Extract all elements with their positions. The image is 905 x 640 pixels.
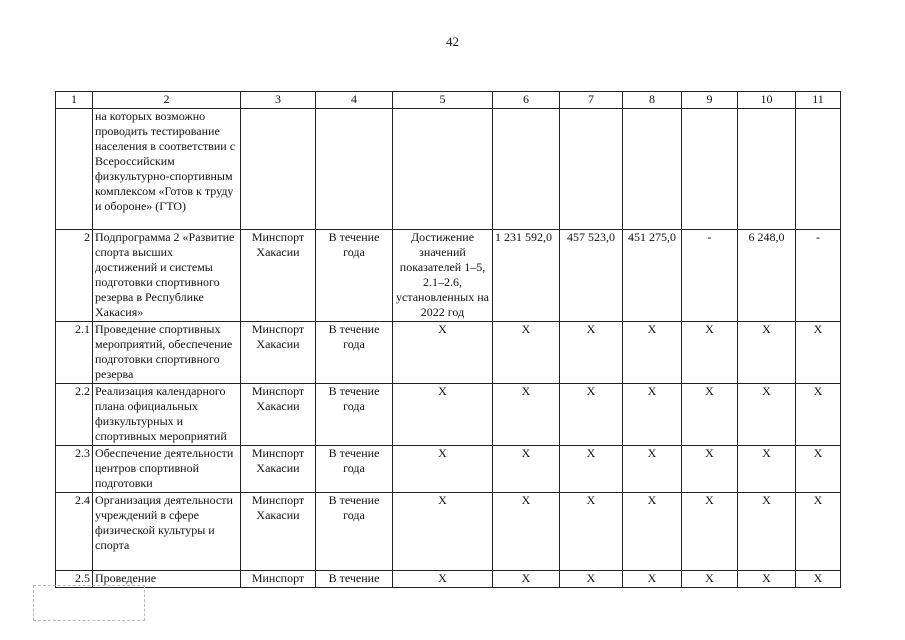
executor: Минспорт Хакасии bbox=[241, 322, 316, 384]
funding-col-9: Х bbox=[682, 384, 738, 446]
table-row bbox=[56, 493, 841, 571]
funding-col-8: Х bbox=[623, 322, 682, 384]
funding-col-10: Х bbox=[738, 322, 796, 384]
table-row bbox=[56, 322, 841, 384]
funding-col-11: Х bbox=[796, 322, 841, 384]
header-cell: 8 bbox=[623, 92, 682, 109]
funding-col-11: Х bbox=[796, 384, 841, 446]
funding-col-7: Х bbox=[560, 493, 623, 571]
table-row bbox=[56, 109, 841, 230]
expected-result: Х bbox=[393, 384, 493, 446]
funding-col-8: Х bbox=[623, 384, 682, 446]
funding-col-9: Х bbox=[682, 446, 738, 493]
header-cell: 10 bbox=[738, 92, 796, 109]
table-row bbox=[56, 384, 841, 446]
funding-total bbox=[493, 109, 560, 230]
header-cell: 4 bbox=[316, 92, 393, 109]
funding-col-10: Х bbox=[738, 571, 796, 588]
funding-col-9: Х bbox=[682, 322, 738, 384]
header-cell: 1 bbox=[56, 92, 93, 109]
term: В течение года bbox=[316, 230, 393, 322]
funding-total: Х bbox=[493, 446, 560, 493]
funding-col-7: Х bbox=[560, 384, 623, 446]
funding-col-10 bbox=[738, 109, 796, 230]
table-row bbox=[56, 230, 841, 322]
funding-total: Х bbox=[493, 384, 560, 446]
funding-total: Х bbox=[493, 571, 560, 588]
program-table bbox=[55, 91, 841, 588]
expected-result: Х bbox=[393, 571, 493, 588]
header-cell: 5 bbox=[393, 92, 493, 109]
term: В течение bbox=[316, 571, 393, 588]
executor: Минспорт Хакасии bbox=[241, 384, 316, 446]
expected-result bbox=[393, 109, 493, 230]
funding-col-11: Х bbox=[796, 493, 841, 571]
term: В течение года bbox=[316, 384, 393, 446]
term bbox=[316, 109, 393, 230]
funding-col-11: Х bbox=[796, 571, 841, 588]
executor: Минспорт Хакасии bbox=[241, 230, 316, 322]
funding-col-8: Х bbox=[623, 493, 682, 571]
header-cell: 2 bbox=[93, 92, 241, 109]
table-row bbox=[56, 446, 841, 493]
row-number bbox=[56, 109, 93, 230]
expected-result: Х bbox=[393, 493, 493, 571]
event-title: Организация деятельности учреждений в сфере физической культуры и спорта bbox=[93, 493, 241, 571]
funding-col-7: Х bbox=[560, 446, 623, 493]
funding-total: Х bbox=[493, 493, 560, 571]
funding-col-7: Х bbox=[560, 571, 623, 588]
funding-total: Х bbox=[493, 322, 560, 384]
funding-col-11 bbox=[796, 109, 841, 230]
funding-col-8: Х bbox=[623, 446, 682, 493]
header-cell: 9 bbox=[682, 92, 738, 109]
funding-col-9 bbox=[682, 109, 738, 230]
funding-col-10: Х bbox=[738, 446, 796, 493]
header-cell: 11 bbox=[796, 92, 841, 109]
page-number: 42 bbox=[446, 34, 459, 49]
funding-col-8 bbox=[623, 109, 682, 230]
row-number: 2.4 bbox=[56, 493, 93, 571]
term: В течение года bbox=[316, 493, 393, 571]
funding-col-8: 451 275,0 bbox=[623, 230, 682, 322]
term: В течение года bbox=[316, 322, 393, 384]
header-cell: 7 bbox=[560, 92, 623, 109]
executor: Минспорт bbox=[241, 571, 316, 588]
event-title: Реализация календарного плана официальных физкультурных и спортивных мероприятий bbox=[93, 384, 241, 446]
event-title: Обеспечение деятельности центров спортивной подготовки bbox=[93, 446, 241, 493]
funding-col-10: Х bbox=[738, 384, 796, 446]
funding-col-10: Х bbox=[738, 493, 796, 571]
funding-col-7: 457 523,0 bbox=[560, 230, 623, 322]
row-number: 2.5 bbox=[56, 571, 93, 588]
funding-total: 1 231 592,0 bbox=[493, 230, 560, 322]
expected-result: Достижение значений показателей 1–5, 2.1–2.6, установленных на 2022 год bbox=[393, 230, 493, 322]
faded-stamp bbox=[33, 585, 145, 621]
row-number: 2.3 bbox=[56, 446, 93, 493]
table-row bbox=[56, 571, 841, 588]
event-title: Проведение спортивных мероприятий, обеспечение подготовки спортивного резерва bbox=[93, 322, 241, 384]
expected-result: Х bbox=[393, 446, 493, 493]
column-number-header bbox=[56, 92, 841, 109]
funding-col-7 bbox=[560, 109, 623, 230]
funding-col-7: Х bbox=[560, 322, 623, 384]
funding-col-8: Х bbox=[623, 571, 682, 588]
header-cell: 3 bbox=[241, 92, 316, 109]
funding-col-10: 6 248,0 bbox=[738, 230, 796, 322]
expected-result: Х bbox=[393, 322, 493, 384]
executor: Минспорт Хакасии bbox=[241, 446, 316, 493]
row-number: 2.1 bbox=[56, 322, 93, 384]
funding-col-9: Х bbox=[682, 493, 738, 571]
header-cell: 6 bbox=[493, 92, 560, 109]
row-number: 2 bbox=[56, 230, 93, 322]
funding-col-9: - bbox=[682, 230, 738, 322]
term: В течение года bbox=[316, 446, 393, 493]
funding-col-11: - bbox=[796, 230, 841, 322]
executor bbox=[241, 109, 316, 230]
event-title: на которых возможно проводить тестирование населения в соответствии с Всероссийским физкультурно-спортивным комплексом «Готов к труду и обороне» (ГТО) bbox=[93, 109, 241, 230]
row-number: 2.2 bbox=[56, 384, 93, 446]
executor: Минспорт Хакасии bbox=[241, 493, 316, 571]
funding-col-11: Х bbox=[796, 446, 841, 493]
funding-col-9: Х bbox=[682, 571, 738, 588]
event-title: Проведение bbox=[93, 571, 241, 588]
event-title: Подпрограмма 2 «Развитие спорта высших достижений и системы подготовки спортивного резерва в Республике Хакасия» bbox=[93, 230, 241, 322]
